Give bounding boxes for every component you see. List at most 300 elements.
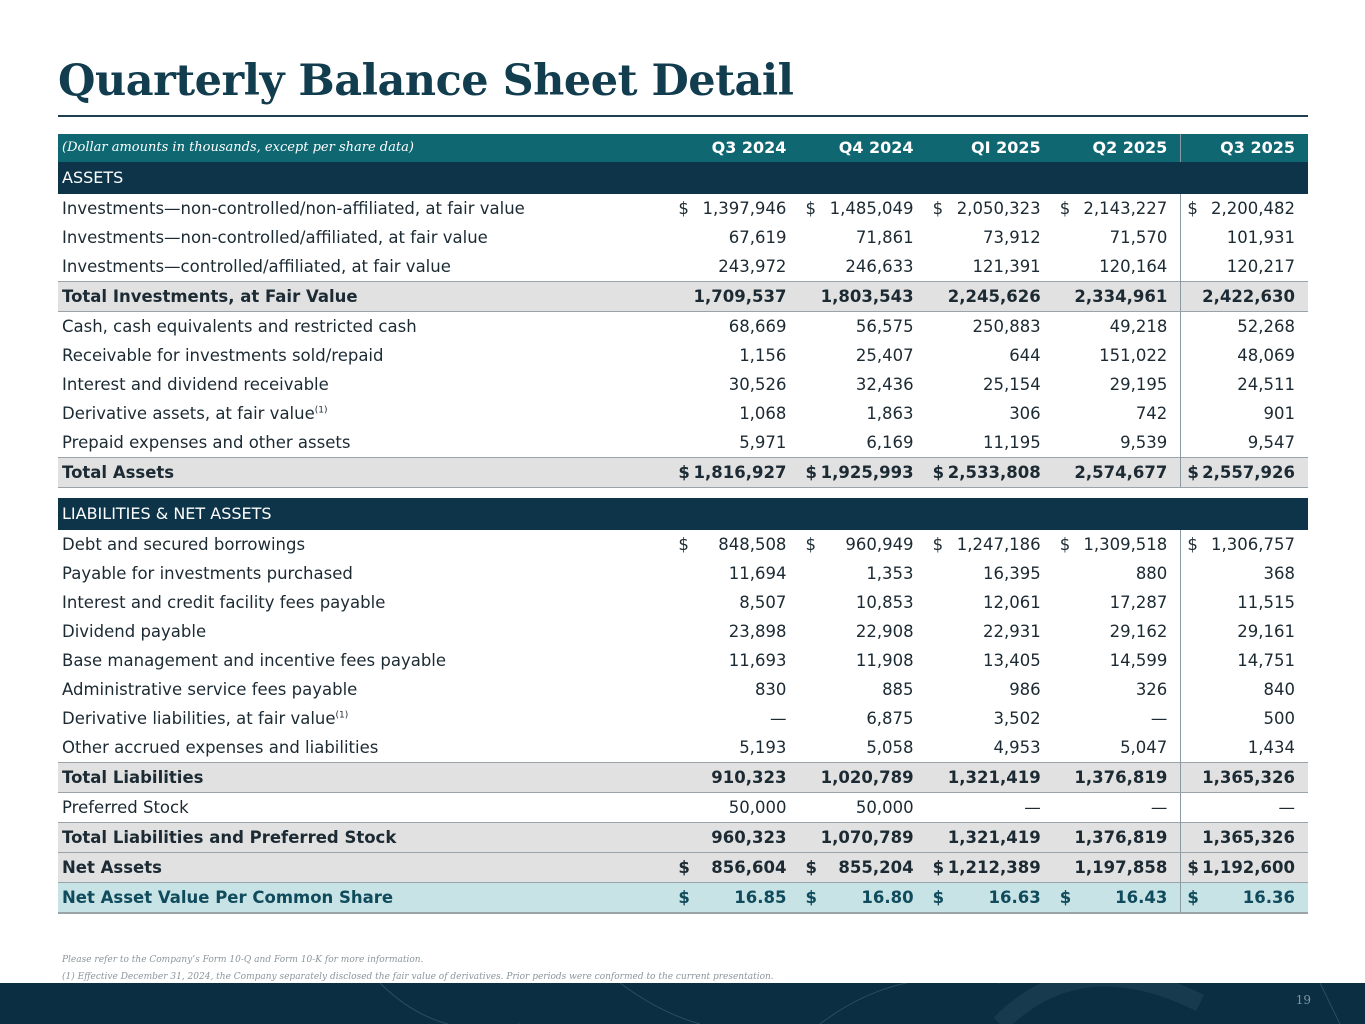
value-text: 1,925,993 <box>820 462 914 482</box>
value-text: 1,709,537 <box>693 286 787 306</box>
value-cell <box>672 312 799 342</box>
value-text: 2,050,323 <box>956 198 1041 218</box>
value-text: 50,000 <box>728 797 787 817</box>
currency-symbol: $ <box>1187 462 1199 482</box>
value-text: 1,247,186 <box>956 534 1041 554</box>
value-cell <box>1054 793 1181 823</box>
value-cell <box>927 530 1054 559</box>
table-row <box>58 617 1308 646</box>
currency-symbol: $ <box>1187 857 1199 877</box>
value-text: 11,195 <box>982 432 1041 452</box>
value-cell <box>1181 370 1308 399</box>
currency-symbol: $ <box>1059 198 1071 218</box>
value-cell <box>1054 530 1181 559</box>
row-label-text: Interest and credit facility fees payable <box>62 592 386 612</box>
value-text: 8,507 <box>739 592 787 612</box>
value-text: 1,803,543 <box>820 286 914 306</box>
currency-symbol: $ <box>805 534 816 554</box>
value-cell <box>927 793 1054 823</box>
value-text: 48,069 <box>1237 345 1295 365</box>
value-cell <box>1181 763 1308 793</box>
currency-symbol: $ <box>1059 534 1071 554</box>
value-cell <box>1054 399 1181 428</box>
table-row <box>58 223 1308 252</box>
row-label <box>58 823 672 853</box>
value-cell <box>672 530 799 559</box>
value-text: 2,533,808 <box>947 462 1041 482</box>
value-cell <box>672 883 799 914</box>
row-label <box>58 883 672 914</box>
value-cell <box>1181 588 1308 617</box>
value-text: 71,861 <box>855 227 914 247</box>
row-label <box>58 588 672 617</box>
value-cell <box>1054 370 1181 399</box>
value-text: 2,245,626 <box>947 286 1041 306</box>
value-cell <box>672 223 799 252</box>
value-cell <box>672 370 799 399</box>
table-row <box>58 399 1308 428</box>
value-text: 2,200,482 <box>1211 198 1295 218</box>
row-label-text: Other accrued expenses and liabilities <box>62 737 379 757</box>
row-label <box>58 530 672 559</box>
value-text: 120,217 <box>1226 256 1295 276</box>
value-text: — <box>769 708 787 728</box>
value-text: 243,972 <box>718 256 787 276</box>
value-text: 1,309,518 <box>1083 534 1168 554</box>
value-cell <box>672 733 799 763</box>
value-cell <box>1054 763 1181 793</box>
value-cell <box>799 194 926 223</box>
value-text: 1,376,819 <box>1074 767 1168 787</box>
value-text: 1,863 <box>866 403 914 423</box>
value-text: 2,422,630 <box>1202 286 1295 306</box>
value-cell <box>1054 559 1181 588</box>
row-label <box>58 399 672 428</box>
value-cell <box>672 194 799 223</box>
currency-symbol: $ <box>678 462 690 482</box>
row-label-text: Net Asset Value Per Common Share <box>62 887 394 907</box>
value-cell <box>799 675 926 704</box>
value-cell <box>927 853 1054 883</box>
row-label <box>58 733 672 763</box>
value-text: 1,816,927 <box>693 462 787 482</box>
table-row <box>58 675 1308 704</box>
value-cell <box>799 428 926 458</box>
value-cell <box>672 252 799 282</box>
value-text: 326 <box>1135 679 1168 699</box>
value-cell <box>927 458 1054 488</box>
value-cell <box>1054 675 1181 704</box>
value-cell <box>672 675 799 704</box>
value-cell <box>799 763 926 793</box>
value-text: 11,515 <box>1237 592 1295 612</box>
value-text: 1,434 <box>1247 737 1295 757</box>
value-cell <box>1181 733 1308 763</box>
footnote-marker: (1) <box>314 405 328 415</box>
value-text: 49,218 <box>1109 316 1168 336</box>
value-text: 71,570 <box>1109 227 1168 247</box>
value-text: 2,557,926 <box>1202 462 1295 482</box>
value-cell <box>672 793 799 823</box>
value-text: 2,574,677 <box>1074 462 1168 482</box>
value-text: 3,502 <box>993 708 1041 728</box>
row-label-text: Investments—controlled/affiliated, at fair value <box>62 256 451 276</box>
value-text: 121,391 <box>972 256 1041 276</box>
page-number: 19 <box>1295 993 1311 1007</box>
value-cell <box>1181 312 1308 342</box>
row-label <box>58 793 672 823</box>
value-cell <box>1181 883 1308 914</box>
value-cell <box>1054 704 1181 733</box>
value-text: 1,068 <box>739 403 787 423</box>
value-text: 644 <box>1009 345 1041 365</box>
total-row <box>58 763 1308 793</box>
value-cell <box>672 853 799 883</box>
value-text: — <box>1150 797 1168 817</box>
value-cell <box>672 646 799 675</box>
section-header-row <box>58 162 1308 194</box>
row-label <box>58 853 672 883</box>
value-cell <box>927 223 1054 252</box>
value-cell <box>927 823 1054 853</box>
value-text: 24,511 <box>1237 374 1295 394</box>
row-label <box>58 559 672 588</box>
value-cell <box>799 704 926 733</box>
row-label-text: Investments—non-controlled/non-affiliated, at fair value <box>62 198 525 218</box>
value-text: 25,407 <box>855 345 914 365</box>
value-text: 12,061 <box>982 592 1041 612</box>
footnote-reference: Please refer to the Company’s Form 10-Q and Form 10-K for more information. <box>62 955 424 965</box>
value-text: 1,020,789 <box>820 767 914 787</box>
value-text: 855,204 <box>838 857 914 877</box>
value-text: 960,949 <box>845 534 914 554</box>
value-cell <box>1054 617 1181 646</box>
value-text: 17,287 <box>1109 592 1168 612</box>
value-text: 29,161 <box>1237 621 1295 641</box>
value-text: 22,908 <box>855 621 914 641</box>
table-row <box>58 530 1308 559</box>
row-label-text: ASSETS <box>62 168 124 187</box>
value-cell <box>927 341 1054 370</box>
section-header-row <box>58 498 1308 530</box>
value-cell <box>1181 704 1308 733</box>
value-text: 29,162 <box>1109 621 1168 641</box>
value-cell <box>927 194 1054 223</box>
value-text: 910,323 <box>711 767 787 787</box>
total-row <box>58 853 1308 883</box>
value-text: 1,321,419 <box>947 827 1041 847</box>
value-cell <box>799 458 926 488</box>
footnote-marker: (1) <box>335 710 349 720</box>
value-text: 56,575 <box>855 316 914 336</box>
currency-symbol: $ <box>932 857 945 877</box>
footer-decoration <box>0 983 1365 1024</box>
total-row <box>58 282 1308 312</box>
table-row <box>58 312 1308 342</box>
currency-symbol: $ <box>932 887 945 907</box>
value-cell <box>799 823 926 853</box>
value-cell <box>1181 559 1308 588</box>
row-label-text: Dividend payable <box>62 621 207 641</box>
value-text: 5,193 <box>739 737 787 757</box>
row-label-text: Payable for investments purchased <box>62 563 353 583</box>
currency-symbol: $ <box>932 534 944 554</box>
value-cell <box>799 399 926 428</box>
value-text: 16.80 <box>861 887 914 907</box>
value-cell <box>1181 823 1308 853</box>
section-label <box>58 162 1308 194</box>
value-cell <box>1181 458 1308 488</box>
row-label <box>58 675 672 704</box>
row-label <box>58 370 672 399</box>
value-cell <box>1181 793 1308 823</box>
table-row <box>58 733 1308 763</box>
value-cell <box>1054 252 1181 282</box>
value-cell <box>927 312 1054 342</box>
total-row <box>58 458 1308 488</box>
total-row <box>58 823 1308 853</box>
value-cell <box>1181 530 1308 559</box>
table-row <box>58 370 1308 399</box>
value-text: 32,436 <box>855 374 914 394</box>
row-label <box>58 646 672 675</box>
currency-symbol: $ <box>678 534 689 554</box>
value-text: 50,000 <box>855 797 914 817</box>
value-text: 830 <box>754 679 787 699</box>
value-text: 1,485,049 <box>829 198 914 218</box>
value-text: 1,192,600 <box>1202 857 1295 877</box>
value-text: 68,669 <box>728 316 787 336</box>
value-text: 101,931 <box>1226 227 1295 247</box>
value-cell <box>1054 282 1181 312</box>
row-label-text: Receivable for investments sold/repaid <box>62 345 384 365</box>
value-text: 14,751 <box>1237 650 1295 670</box>
value-cell <box>1054 223 1181 252</box>
value-text: 11,908 <box>855 650 914 670</box>
value-text: 885 <box>882 679 914 699</box>
value-text: 1,070,789 <box>820 827 914 847</box>
value-text: 250,883 <box>972 316 1041 336</box>
value-cell <box>799 559 926 588</box>
value-cell <box>799 370 926 399</box>
value-text: 960,323 <box>711 827 787 847</box>
value-cell <box>1181 617 1308 646</box>
footnotes <box>62 952 774 986</box>
column-header: Q2 2025 <box>1054 134 1181 162</box>
value-cell <box>672 282 799 312</box>
value-cell <box>1181 341 1308 370</box>
footer-band <box>0 983 1365 1024</box>
row-label-text: Total Liabilities and Preferred Stock <box>62 827 397 847</box>
row-label <box>58 458 672 488</box>
value-cell <box>927 399 1054 428</box>
currency-symbol: $ <box>932 198 944 218</box>
row-label-text: Prepaid expenses and other assets <box>62 432 351 452</box>
value-cell <box>1181 282 1308 312</box>
value-cell <box>927 588 1054 617</box>
value-cell <box>927 646 1054 675</box>
row-label-text: Interest and dividend receivable <box>62 374 329 394</box>
value-text: 5,058 <box>866 737 914 757</box>
value-text: 16.43 <box>1115 887 1168 907</box>
value-cell <box>1054 646 1181 675</box>
currency-symbol: $ <box>1187 534 1198 554</box>
value-cell <box>1181 223 1308 252</box>
value-text: 52,268 <box>1237 316 1295 336</box>
table-row <box>58 793 1308 823</box>
value-cell <box>1054 428 1181 458</box>
row-label <box>58 341 672 370</box>
currency-symbol: $ <box>1187 887 1199 907</box>
value-cell <box>672 428 799 458</box>
value-text: 1,365,326 <box>1202 767 1295 787</box>
currency-symbol: $ <box>1059 887 1072 907</box>
value-cell <box>927 733 1054 763</box>
value-text: 1,353 <box>866 563 914 583</box>
value-cell <box>672 588 799 617</box>
column-header: QI 2025 <box>927 134 1054 162</box>
value-cell <box>927 282 1054 312</box>
value-cell <box>1181 194 1308 223</box>
value-text: 848,508 <box>718 534 787 554</box>
value-cell <box>1054 853 1181 883</box>
row-label <box>58 428 672 458</box>
value-text: 25,154 <box>982 374 1041 394</box>
value-cell <box>799 252 926 282</box>
value-text: 11,693 <box>728 650 787 670</box>
value-text: 9,539 <box>1120 432 1168 452</box>
currency-symbol: $ <box>1187 198 1198 218</box>
value-text: 246,633 <box>845 256 914 276</box>
value-cell <box>1054 588 1181 617</box>
value-cell <box>1181 646 1308 675</box>
value-cell <box>672 458 799 488</box>
row-spacer <box>58 488 1308 499</box>
value-cell <box>672 399 799 428</box>
value-cell <box>1181 675 1308 704</box>
value-text: 2,334,961 <box>1074 286 1168 306</box>
row-label <box>58 252 672 282</box>
value-text: 67,619 <box>728 227 787 247</box>
table-row <box>58 341 1308 370</box>
column-header: Q3 2025 <box>1181 134 1308 162</box>
value-text: 1,321,419 <box>947 767 1041 787</box>
row-label-text: LIABILITIES & NET ASSETS <box>62 504 272 523</box>
value-text: 11,694 <box>728 563 787 583</box>
value-text: 16.85 <box>734 887 787 907</box>
value-cell <box>1181 853 1308 883</box>
value-cell <box>927 883 1054 914</box>
value-text: 5,047 <box>1120 737 1168 757</box>
value-cell <box>799 733 926 763</box>
value-text: 120,164 <box>1099 256 1168 276</box>
row-label-text: Debt and secured borrowings <box>62 534 306 554</box>
value-cell <box>672 704 799 733</box>
value-text: 14,599 <box>1109 650 1168 670</box>
value-text: 29,195 <box>1109 374 1168 394</box>
value-text: 6,875 <box>866 708 914 728</box>
table-row <box>58 646 1308 675</box>
table-row <box>58 704 1308 733</box>
row-label-text: Preferred Stock <box>62 797 189 817</box>
nav-per-share-row <box>58 883 1308 914</box>
value-cell <box>1181 252 1308 282</box>
value-text: 368 <box>1263 563 1295 583</box>
row-label-text: Cash, cash equivalents and restricted cash <box>62 316 417 336</box>
row-label <box>58 194 672 223</box>
value-cell <box>799 312 926 342</box>
value-text: 9,547 <box>1247 432 1295 452</box>
value-text: 1,212,389 <box>947 857 1041 877</box>
value-text: — <box>1278 797 1295 817</box>
value-cell <box>1054 883 1181 914</box>
table-header-row <box>58 134 1308 162</box>
value-cell <box>799 853 926 883</box>
currency-symbol: $ <box>805 857 817 877</box>
currency-symbol: $ <box>678 857 690 877</box>
value-text: 5,971 <box>739 432 787 452</box>
currency-symbol: $ <box>678 887 690 907</box>
value-cell <box>1054 458 1181 488</box>
value-text: 2,143,227 <box>1083 198 1168 218</box>
value-text: 73,912 <box>982 227 1041 247</box>
row-label-text: Derivative liabilities, at fair value <box>62 708 336 728</box>
section-label <box>58 498 1308 530</box>
value-text: 6,169 <box>866 432 914 452</box>
header-note: (Dollar amounts in thousands, except per share data) <box>58 134 672 162</box>
table-row <box>58 588 1308 617</box>
table-row <box>58 428 1308 458</box>
value-cell <box>927 252 1054 282</box>
value-cell <box>799 793 926 823</box>
value-cell <box>799 588 926 617</box>
value-cell <box>927 370 1054 399</box>
value-cell <box>1181 428 1308 458</box>
row-label-text: Derivative assets, at fair value <box>62 403 315 423</box>
value-cell <box>1181 399 1308 428</box>
value-cell <box>799 282 926 312</box>
row-label-text: Investments—non-controlled/affiliated, at fair value <box>62 227 488 247</box>
value-cell <box>799 530 926 559</box>
currency-symbol: $ <box>805 198 816 218</box>
value-cell <box>672 763 799 793</box>
value-cell <box>927 428 1054 458</box>
currency-symbol: $ <box>805 887 817 907</box>
value-text: 986 <box>1009 679 1041 699</box>
row-label <box>58 282 672 312</box>
value-text: 22,931 <box>982 621 1041 641</box>
value-text: 30,526 <box>728 374 787 394</box>
row-label-text: Total Assets <box>62 462 175 482</box>
column-header: Q3 2024 <box>672 134 799 162</box>
value-cell <box>799 617 926 646</box>
value-text: 901 <box>1263 403 1295 423</box>
row-label-text: Administrative service fees payable <box>62 679 358 699</box>
row-label <box>58 704 672 733</box>
value-text: 1,197,858 <box>1074 857 1168 877</box>
value-cell <box>672 823 799 853</box>
column-header: Q4 2024 <box>799 134 926 162</box>
currency-symbol: $ <box>805 462 817 482</box>
value-cell <box>927 704 1054 733</box>
row-label-text: Base management and incentive fees payable <box>62 650 447 670</box>
value-cell <box>672 617 799 646</box>
value-text: 4,953 <box>993 737 1041 757</box>
value-cell <box>927 559 1054 588</box>
row-label <box>58 223 672 252</box>
currency-symbol: $ <box>932 462 945 482</box>
value-cell <box>672 341 799 370</box>
